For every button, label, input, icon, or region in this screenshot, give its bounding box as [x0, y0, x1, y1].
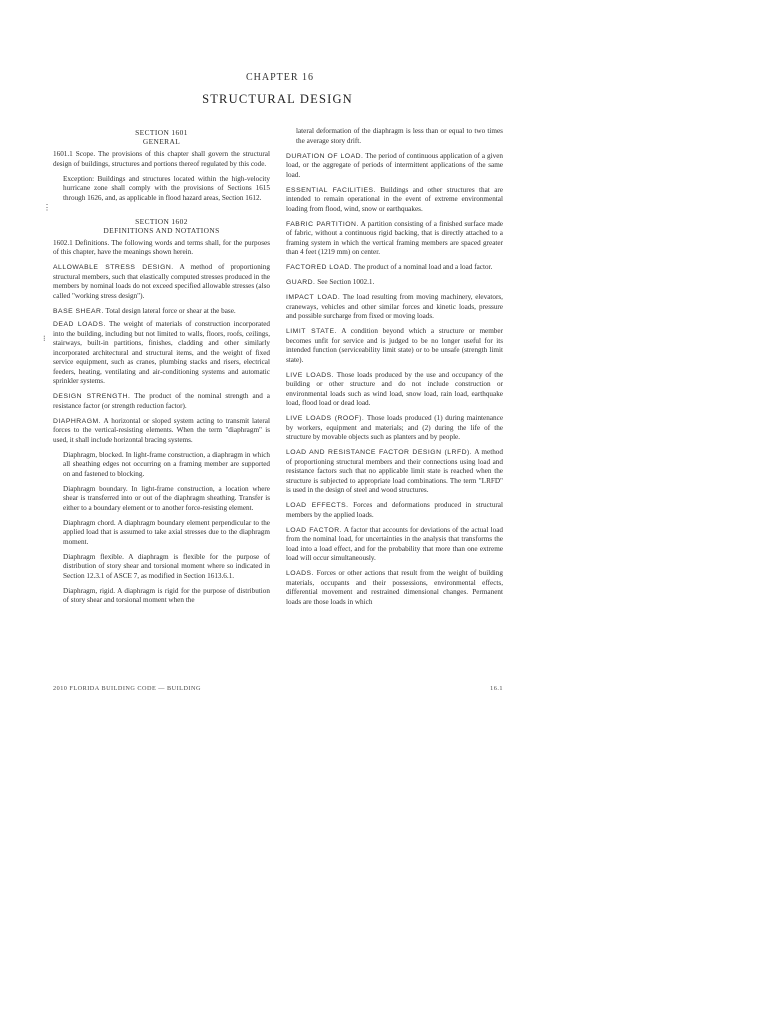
definition-fabric-partition — [286, 220, 503, 258]
definition-base-shear — [53, 307, 270, 317]
term: BASE SHEAR. — [53, 307, 104, 315]
term: LIVE LOADS. — [286, 371, 335, 379]
definition-text: The weight of materials of construction incorporated into the building, including but not limited to walls, floors, roofs, ceilings, stairways, built-in partitions, finishes, cladding and other similarly incorporated architectural and structural items, and the weight of fixed service equipment, such as cranes, plumbing stacks and risers, electrical feeders, heating, ventilating and air-conditioning systems and automatic sprinkler systems. — [53, 320, 271, 385]
term: LOAD EFFECTS. — [286, 502, 349, 509]
definition-text: Those loads produced by the use and occupancy of the building or other structure and do not include construction or environmental loads such as wind load, snow load, rain load, earthquake load, flood load or dead load. — [286, 370, 503, 407]
definition-text: Total design lateral force or shear at the base. — [103, 306, 236, 315]
definition-text: The product of the nominal strength and a resistance factor (or strength reduction factor). — [53, 392, 270, 410]
definition-dead-loads — [53, 320, 270, 387]
left-column — [53, 128, 270, 611]
term: GUARD. — [286, 279, 316, 286]
definition-text: A partition consisting of a finished surface made of fabric, without a continuous rigid backing, that is directly attached to a framing system in which the vertical framing members are spaced greater than 4 feet (1219 mm) on center. — [286, 219, 504, 256]
definition-text: A method of proportioning structural members and their connections using load and resistance factors such that no applicable limit state is reached when the structure is subjected to appropriate load combinations. The term "LRFD" is used in the design of steel and wood structures. — [286, 448, 503, 494]
chapter-title: STRUCTURAL DESIGN — [202, 92, 353, 106]
chapter-number: CHAPTER 16 — [245, 72, 315, 83]
definition-load-effects — [286, 501, 503, 520]
definition-text: Buildings and other structures that are intended to remain operational in the event of extreme environmental loading from flood, wind, snow or earthquakes. — [286, 185, 503, 213]
term: LOAD FACTOR. — [286, 526, 343, 534]
paragraph-1601-1: 1601.1 Scope. The provisions of this chapter shall govern the structural design of buildings, structures and portions thereof regulated by this code. — [53, 150, 270, 168]
section-name: GENERAL — [142, 137, 181, 146]
term: DURATION OF LOAD. — [286, 152, 364, 160]
footer-title: 2010 FLORIDA BUILDING CODE — BUILDING — [53, 685, 201, 692]
term: LOADS. — [286, 570, 314, 577]
definition-essential-facilities — [286, 186, 503, 215]
term: DESIGN STRENGTH. — [53, 393, 131, 400]
revision-marker: ⁝ — [43, 334, 46, 343]
definition-lrfd — [286, 448, 503, 496]
definition-diaphragm-chord: Diaphragm chord. A diaphragm boundary element perpendicular to the applied load that is assumed to take axial stresses due to the diaphragm moment. — [63, 518, 270, 546]
definition-text: Forces and deformations produced in structural members by the applied loads. — [286, 501, 503, 519]
definition-duration-of-load — [286, 152, 503, 181]
definition-guard — [286, 278, 503, 288]
revision-marker: ⋮ — [43, 203, 51, 212]
definition-text: The product of a nominal load and a load factor. — [352, 263, 493, 271]
term: DEAD LOADS. — [53, 321, 106, 328]
definition-design-strength — [53, 392, 270, 411]
definition-load-factor — [286, 526, 503, 564]
definition-loads — [286, 569, 503, 607]
definition-live-loads-roof — [286, 414, 503, 443]
definition-text: The load resulting from moving machinery, elevators, craneways, vehicles and other similar forces and kinetic loads, pressure and possible surcharge from fixed or moving loads. — [286, 293, 503, 320]
definition-text: Forces or other actions that result from the weight of building materials, occupants and their possessions, environmental effects, differential movement and restrained dimensional changes. Permanent loads are those loads in which — [286, 569, 503, 606]
term: FABRIC PARTITION. — [286, 220, 359, 228]
term: LOAD AND RESISTANCE FACTOR DESIGN (LRFD). — [286, 449, 473, 456]
definition-factored-load — [286, 263, 503, 273]
definition-text: See Section 1002.1. — [315, 278, 375, 286]
definition-impact-load — [286, 293, 503, 322]
definition-text: A condition beyond which a structure or member becomes unfit for service and is judged to be no longer useful for its intended function (serviceability limit state) or to be unsafe (strength limit state). — [286, 327, 503, 364]
term: ALLOWABLE STRESS DESIGN. — [53, 264, 174, 271]
term: IMPACT LOAD. — [286, 294, 341, 301]
definition-diaphragm-blocked: Diaphragm, blocked. In light-frame construction, a diaphragm in which all sheathing edges not occurring on a framing member are supported on and fastened to blocking. — [63, 450, 270, 478]
definition-limit-state — [286, 327, 503, 365]
definition-diaphragm-flexible: Diaphragm flexible. A diaphragm is flexible for the purpose of distribution of story shear and torsional moment where so indicated in Section 12.3.1 of ASCE 7, as modified in Section 1613.6.1. — [63, 552, 270, 580]
definition-text: A factor that accounts for deviations of the actual load from the nominal load, for uncertainties in the analysis that transforms the load into a load effect, and for the probability that more than one extreme load will occur simultaneously. — [286, 525, 503, 562]
exception-paragraph: Exception: Buildings and structures located within the high-velocity hurricane zone shall comply with the provisions of Sections 1615 through 1626, and, as applicable in flood hazard areas, Section 1612. — [63, 174, 270, 202]
definition-text: The period of continuous application of a given load, or the aggregate of periods of intermittent applications of the same load. — [286, 151, 503, 179]
section-number: SECTION 1602 — [135, 216, 188, 226]
term: LIMIT STATE. — [286, 328, 337, 335]
paragraph-1602-1: 1602.1 Definitions. The following words and terms shall, for the purposes of this chapter, have the meanings shown herein. — [53, 238, 270, 256]
definition-text: Those loads produced (1) during maintenance by workers, equipment and materials; and (2) during the life of the structure by movable objects such as planters and by people. — [286, 414, 504, 441]
definition-allowable-stress-design — [53, 263, 270, 301]
term: FACTORED LOAD. — [286, 264, 353, 271]
term: DIAPHRAGM. — [53, 417, 102, 425]
definition-diaphragm-boundary: Diaphragm boundary. In light-frame construction, a location where shear is transferred into or out of the diaphragm sheathing. Transfer is either to a boundary element or to another force-resisting element. — [63, 484, 270, 512]
definition-diaphragm-rigid: Diaphragm, rigid. A diaphragm is rigid for the purpose of distribution of story shear and torsional moment when the — [63, 586, 270, 604]
definition-text: A method of proportioning structural members, such that elastically computed stresses produced in the members by nominal loads do not exceed specified allowable stresses (also called "working stress design"). — [53, 263, 270, 300]
term: ESSENTIAL FACILITIES. — [286, 186, 376, 194]
continued-text: lateral deformation of the diaphragm is less than or equal to two times the average story drift. — [296, 127, 503, 145]
section-name: DEFINITIONS AND NOTATIONS — [103, 225, 220, 235]
page-number: 16.1 — [490, 685, 503, 692]
section-number: SECTION 1601 — [135, 128, 188, 137]
definition-live-loads — [286, 371, 503, 409]
definition-text: A horizontal or sloped system acting to transmit lateral forces to the vertical-resisting elements. When the term "diaphragm" is used, it shall include horizontal bracing systems. — [53, 416, 270, 444]
right-column — [286, 127, 503, 613]
term: LIVE LOADS (ROOF). — [286, 415, 365, 422]
definition-diaphragm — [53, 417, 270, 446]
